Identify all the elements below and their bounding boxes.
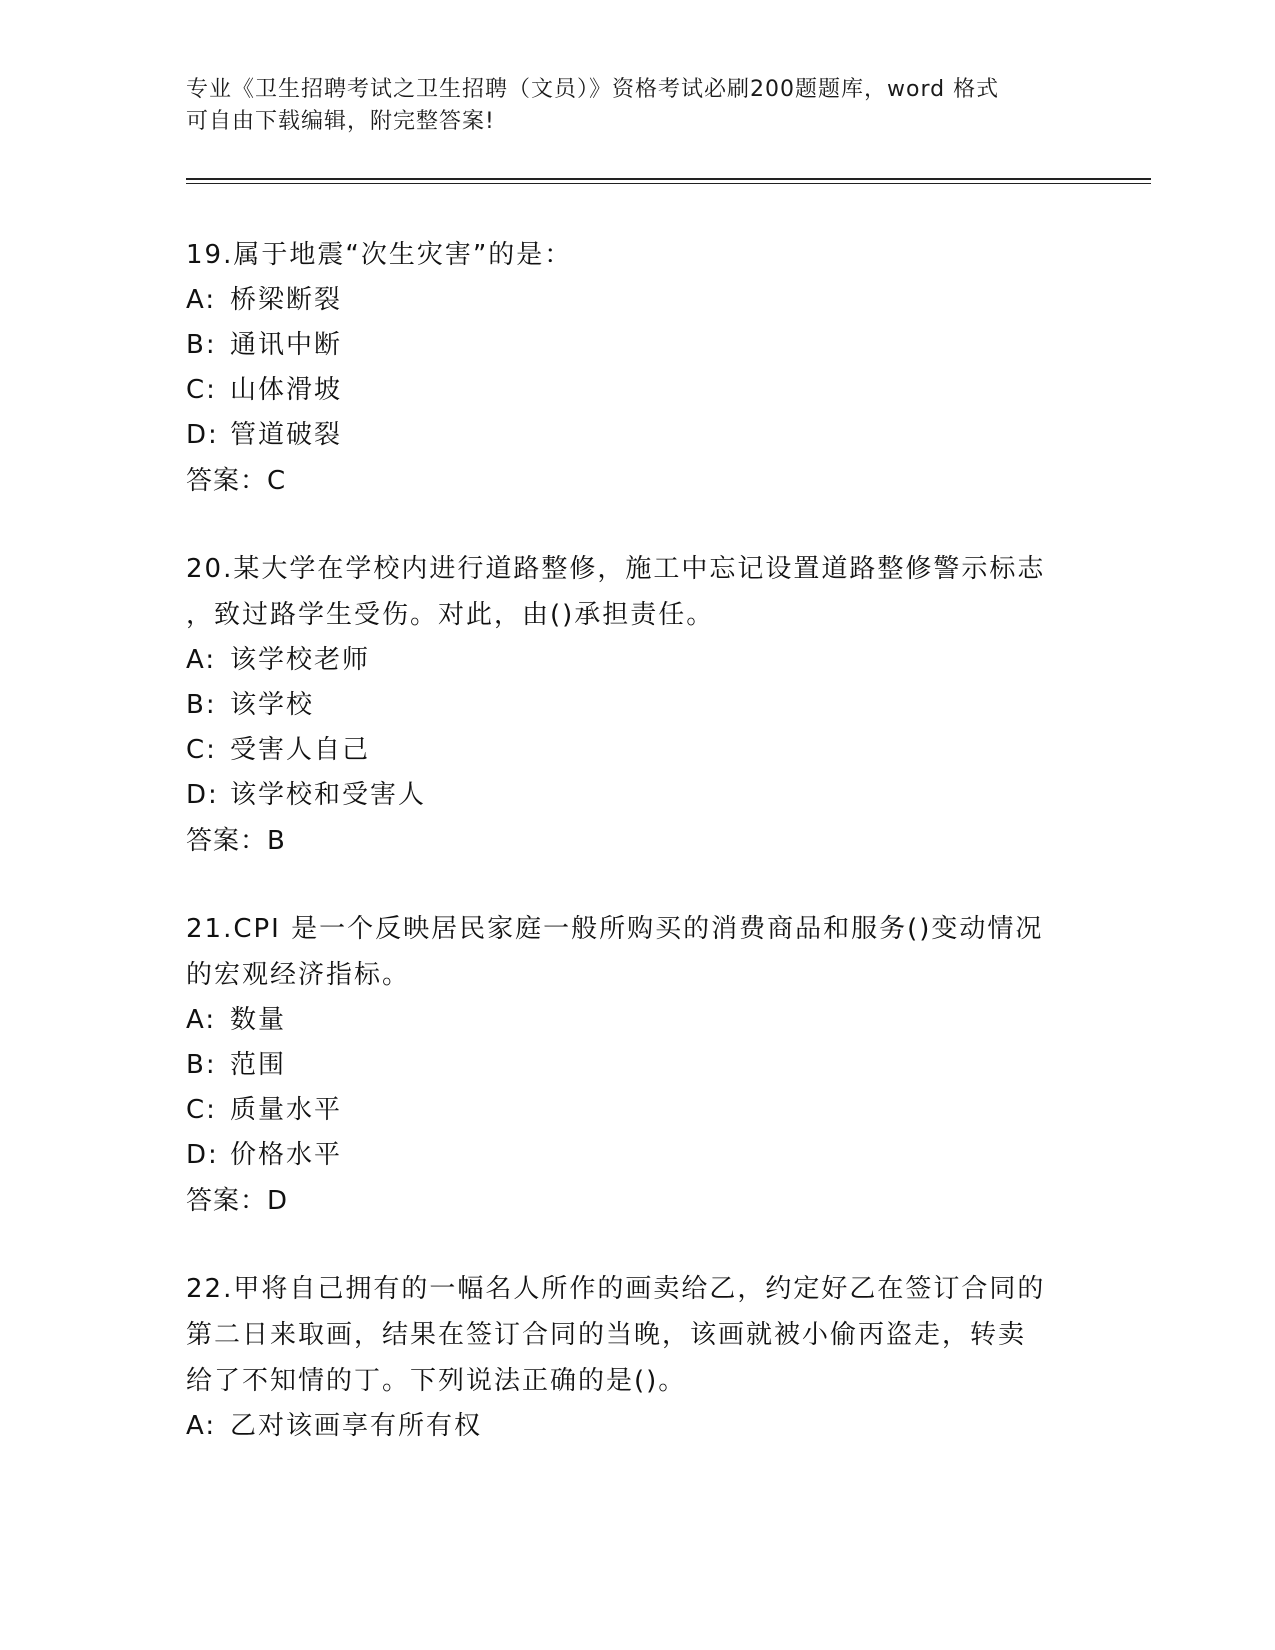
- option-letter: D:: [186, 420, 219, 450]
- option-letter: A:: [186, 1411, 217, 1441]
- option-b: [186, 683, 1086, 728]
- option-a: [186, 998, 1086, 1043]
- option-letter: C:: [186, 1095, 217, 1125]
- option-a: [186, 1404, 1086, 1449]
- header-line-1: 专业《卫生招聘考试之卫生招聘（文员）》资格考试必刷200题题库，word 格式: [186, 77, 1000, 102]
- option-text: 该学校老师: [230, 645, 371, 675]
- option-text: 范围: [230, 1050, 287, 1080]
- option-letter: C:: [186, 735, 217, 765]
- option-d: [186, 1133, 1086, 1178]
- option-letter: A:: [186, 1005, 217, 1035]
- option-b: [186, 1043, 1086, 1088]
- option-text: 管道破裂: [230, 420, 343, 450]
- option-b: [186, 323, 1086, 368]
- question-stem-line: 19.属于地震“次生灾害”的是：: [186, 240, 573, 270]
- question-stem-line: 22.甲将自己拥有的一幅名人所作的画卖给乙，约定好乙在签订合同的: [186, 1274, 1046, 1304]
- document-header: [186, 74, 1086, 138]
- question-stem-line: 给了不知情的丁。下列说法正确的是()。: [186, 1366, 687, 1396]
- option-text: 乙对该画享有所有权: [230, 1411, 483, 1441]
- option-d: [186, 773, 1086, 818]
- option-text: 该学校和受害人: [230, 780, 427, 810]
- question-list: [186, 232, 1086, 1491]
- option-letter: B:: [186, 1050, 217, 1080]
- option-letter: A:: [186, 285, 217, 315]
- answer-line: 答案：D: [186, 1186, 289, 1216]
- option-letter: C:: [186, 375, 217, 405]
- option-text: 质量水平: [230, 1095, 343, 1125]
- option-letter: B:: [186, 690, 217, 720]
- question-21: [186, 906, 1086, 1224]
- question-19: [186, 232, 1086, 504]
- question-stem-line: 20.某大学在学校内进行道路整修，施工中忘记设置道路整修警示标志: [186, 554, 1046, 584]
- question-stem-line: 第二日来取画，结果在签订合同的当晚，该画就被小偷丙盗走，转卖: [186, 1320, 1027, 1350]
- option-a: [186, 278, 1086, 323]
- option-a: [186, 638, 1086, 683]
- option-letter: D:: [186, 780, 219, 810]
- question-stem-line: ，致过路学生受伤。对此，由()承担责任。: [186, 600, 715, 630]
- header-line-2: 可自由下载编辑，附完整答案!: [186, 109, 495, 134]
- option-text: 桥梁断裂: [230, 285, 343, 315]
- answer-line: 答案：B: [186, 826, 286, 856]
- option-text: 山体滑坡: [230, 375, 343, 405]
- option-letter: D:: [186, 1140, 219, 1170]
- question-stem: [186, 546, 1086, 638]
- option-text: 该学校: [230, 690, 315, 720]
- option-text: 通讯中断: [230, 330, 343, 360]
- answer-line: 答案：C: [186, 466, 287, 496]
- option-text: 受害人自己: [230, 735, 371, 765]
- question-22: [186, 1266, 1086, 1449]
- option-c: [186, 368, 1086, 413]
- option-c: [186, 1088, 1086, 1133]
- option-letter: A:: [186, 645, 217, 675]
- option-text: 数量: [230, 1005, 287, 1035]
- question-20: [186, 546, 1086, 864]
- question-stem-line: 21.CPI 是一个反映居民家庭一般所购买的消费商品和服务()变动情况: [186, 914, 1044, 944]
- question-stem: [186, 1266, 1086, 1404]
- header-divider: [186, 178, 1151, 184]
- question-stem: [186, 906, 1086, 998]
- option-d: [186, 413, 1086, 458]
- option-letter: B:: [186, 330, 217, 360]
- question-stem: [186, 232, 1086, 278]
- question-stem-line: 的宏观经济指标。: [186, 960, 411, 990]
- option-text: 价格水平: [230, 1140, 343, 1170]
- option-c: [186, 728, 1086, 773]
